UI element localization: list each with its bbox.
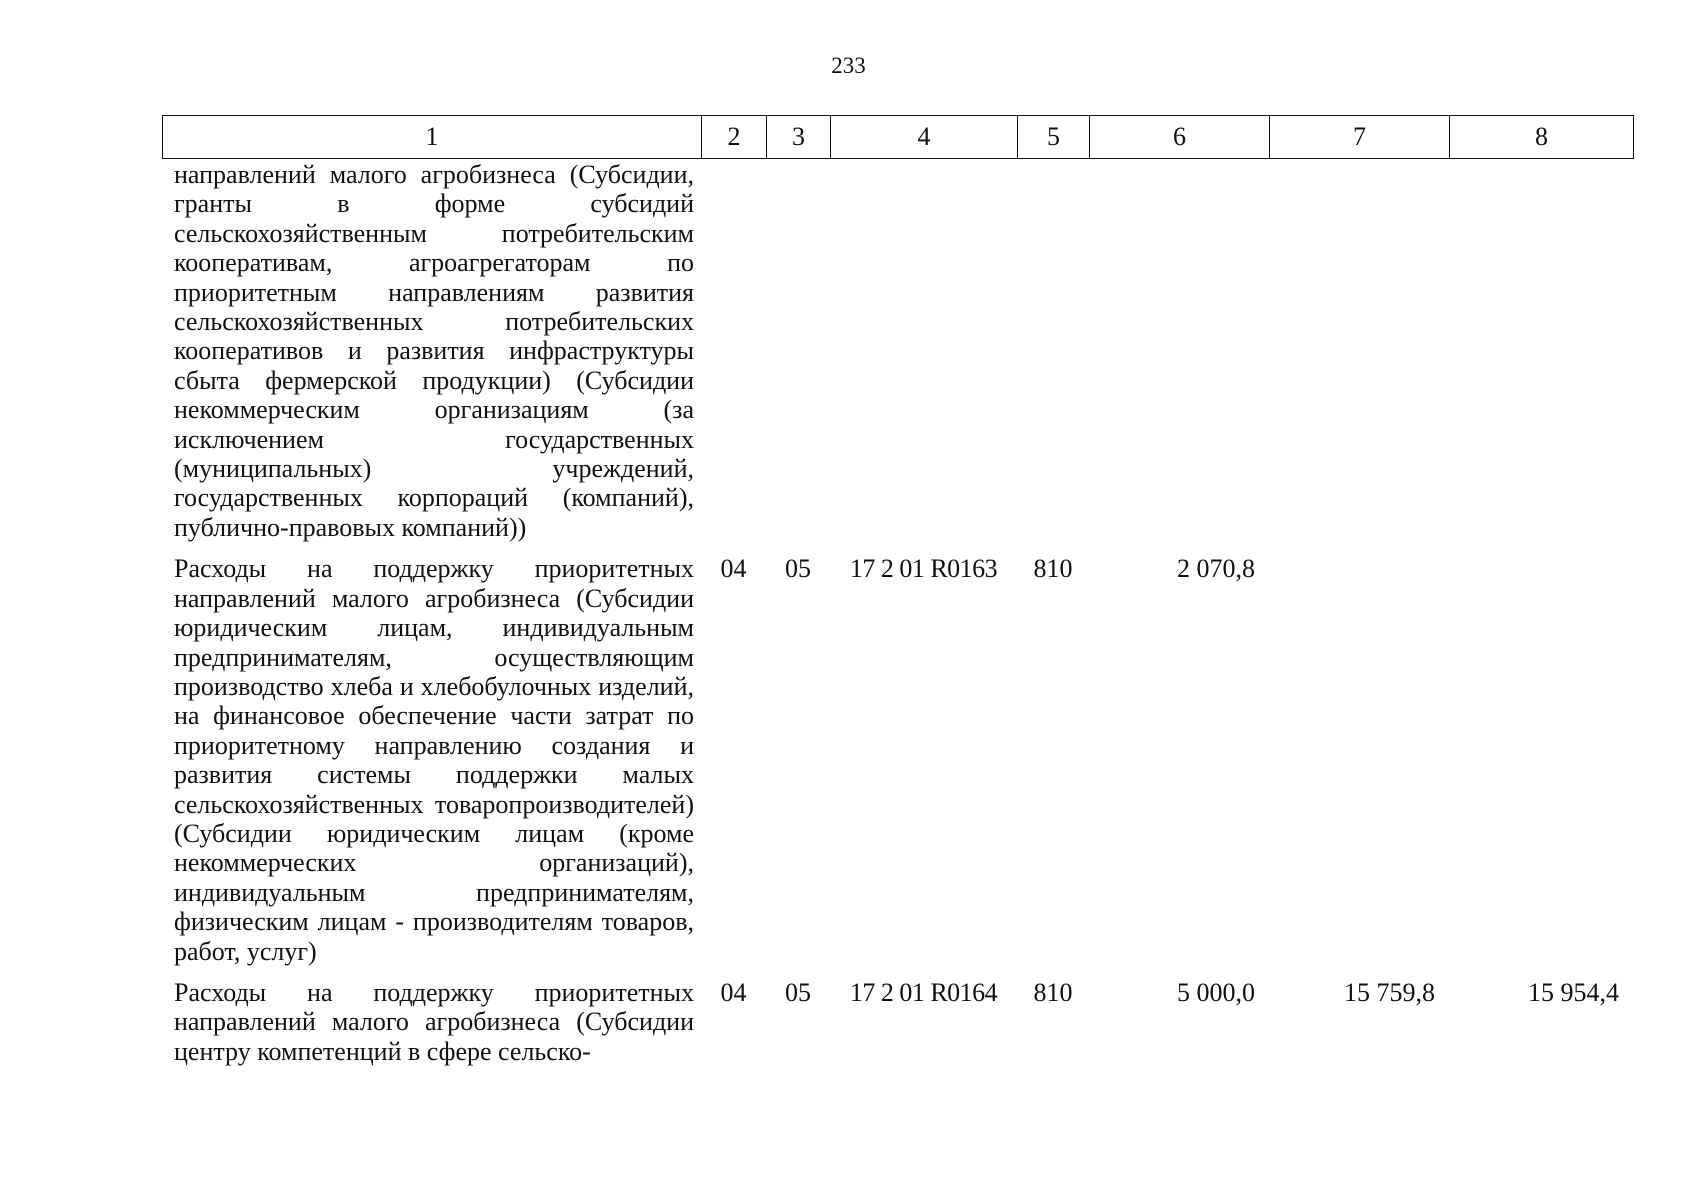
cell-amount-3	[1449, 542, 1633, 966]
cell-subsection: 05	[785, 977, 811, 1007]
cell-amount-1: 2 070,8	[1177, 554, 1255, 584]
cell-section: 04	[720, 554, 747, 584]
cell-amount-2	[1269, 542, 1449, 966]
cell-subsection	[766, 160, 830, 542]
header-col-6: 6	[1090, 116, 1270, 159]
header-col-8: 8	[1450, 116, 1634, 159]
cell-section	[701, 160, 766, 542]
header-col-1: 1	[163, 116, 702, 159]
cell-target-article: 17 2 01 R0164	[849, 977, 998, 1007]
page-number: 233	[831, 53, 866, 78]
table-body	[162, 160, 1633, 1066]
table-row	[162, 160, 1633, 542]
header-col-2: 2	[702, 116, 767, 159]
cell-amount-2	[1269, 160, 1449, 542]
header-col-3: 3	[767, 116, 831, 159]
row-description: Расходы на поддержку приоритетных направлений малого агробизнеса (Субсидии юридическим лицам, индивидуальным предпринимателям, осуществляющим производство хлеба и хлебобулочных изделий, на финансовое обеспечение части затрат по приоритетному направлению создания и развития системы поддержки малых сельскохозяйственных товаропроизводителей) (Субсидии юридическим лицам (кроме некоммерческих организаций), индивидуальным предпринимателям, физическим лицам - производителям товаров, работ, услуг)	[174, 554, 694, 966]
cell-amount-3	[1449, 160, 1633, 542]
header-col-4: 4	[831, 116, 1018, 159]
table-row	[162, 542, 1633, 966]
cell-amount-1	[1089, 160, 1269, 542]
row-description: Расходы на поддержку приоритетных направлений малого агробизнеса (Субсидии центру компетенций в сфере сельско-	[174, 977, 694, 1066]
cell-amount-1: 5 000,0	[1177, 977, 1255, 1007]
header-col-7: 7	[1270, 116, 1450, 159]
header-col-5: 5	[1018, 116, 1090, 159]
cell-amount-3: 15 954,4	[1528, 977, 1619, 1007]
cell-expense-type: 810	[1033, 554, 1073, 584]
cell-section: 04	[720, 977, 747, 1007]
row-description: направлений малого агробизнеса (Субсидии, гранты в форме субсидий сельскохозяйственным потребительским кооперативам, агроагрегаторам по приоритетным направлениям развития сельскохозяйственных потребительских кооперативов и развития инфраструктуры сбыта фермерской продукции) (Субсидии некоммерческим организациям (за исключением государственных (муниципальных) учреждений, государственных корпораций (компаний), публично-правовых компаний))	[174, 160, 694, 542]
cell-target-article: 17 2 01 R0163	[849, 554, 998, 584]
cell-subsection: 05	[785, 554, 811, 584]
cell-expense-type: 810	[1033, 977, 1073, 1007]
cell-target-article	[830, 160, 1017, 542]
cell-amount-2: 15 759,8	[1344, 977, 1435, 1007]
cell-expense-type	[1017, 160, 1089, 542]
table-row	[162, 966, 1633, 1066]
table-header	[162, 115, 1634, 159]
